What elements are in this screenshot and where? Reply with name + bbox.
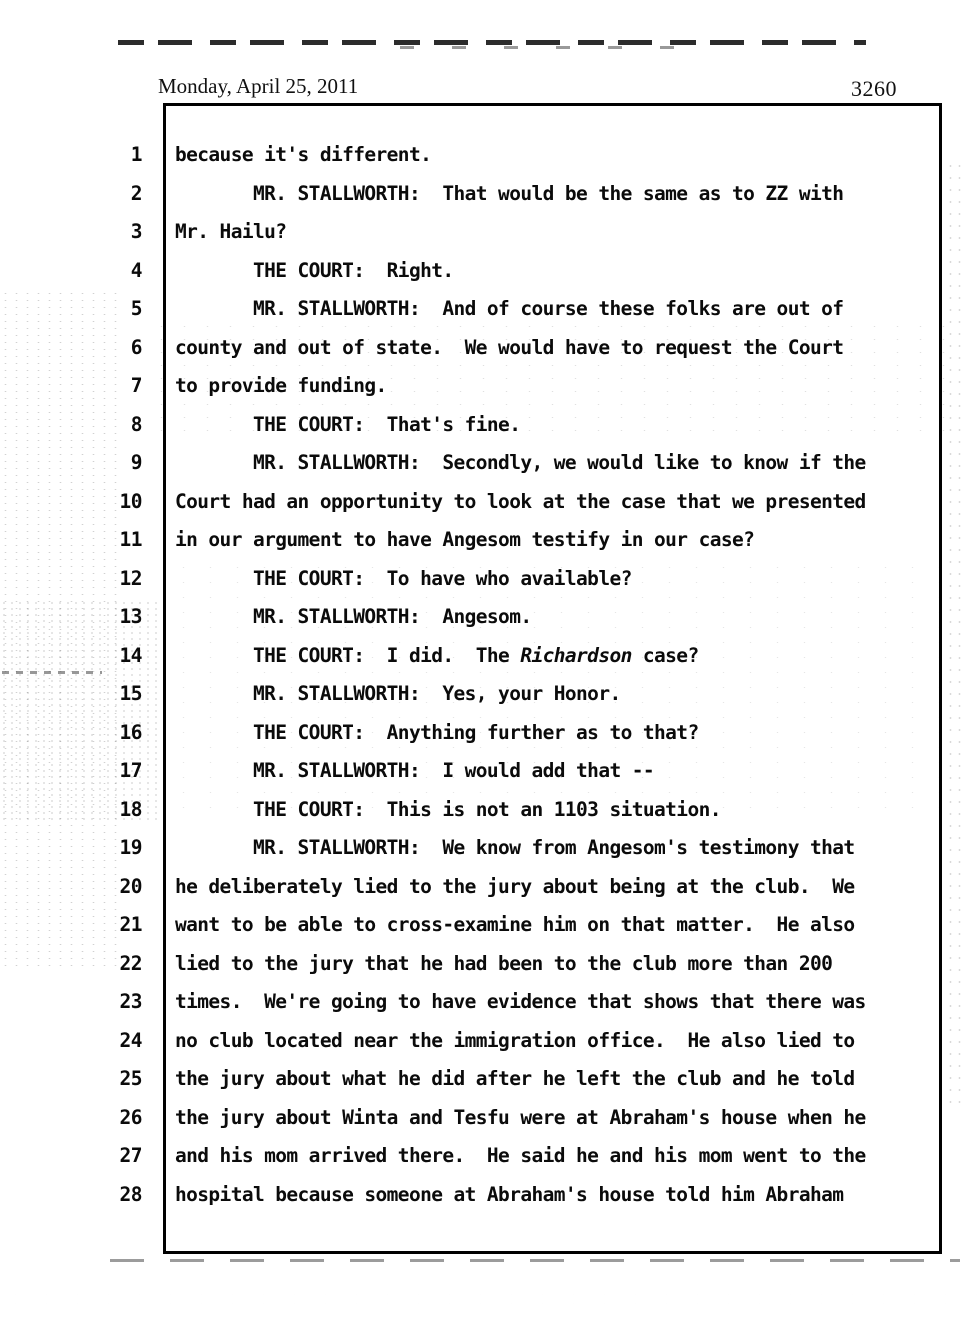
line-number: 25 [119,1067,142,1090]
transcript-line [0,290,980,329]
line-text: the jury about Winta and Tesfu were at Abraham's house when he [175,1105,866,1129]
line-text: want to be able to cross-examine him on that matter. He also [175,913,855,936]
line-text: MR. STALLWORTH: Secondly, we would like to know if the [175,451,866,474]
line-text: hospital because someone at Abraham's house told him Abraham [175,1182,844,1206]
transcript-line [0,329,980,368]
line-text: THE COURT: This is not an 1103 situation. [175,797,721,821]
transcript-line [0,598,980,637]
transcript-line [0,1022,980,1061]
scan-artifact-dashes [118,40,866,45]
scan-artifact-dashes [110,1259,960,1262]
line-text: THE COURT: Right. [175,258,454,282]
line-text: lied to the jury that he had been to the club more than 200 [175,951,833,975]
line-number: 26 [119,1105,142,1129]
line-number: 5 [130,297,142,320]
transcript-line [0,406,980,445]
line-number: 9 [130,451,142,474]
transcript-line [0,983,980,1022]
line-number: 6 [130,335,142,359]
line-number: 18 [119,797,142,821]
line-text: MR. STALLWORTH: Yes, your Honor. [175,682,621,705]
line-text: MR. STALLWORTH: And of course these folks are out of [175,297,844,320]
scan-artifact-dashes [400,46,700,49]
line-number: 13 [119,605,142,628]
line-text: MR. STALLWORTH: We know from Angesom's testimony that [175,836,855,859]
line-number: 24 [119,1028,142,1052]
transcript-line [0,945,980,984]
line-text: because it's different. [175,143,432,166]
line-text: in our argument to have Angesom testify in our case? [175,528,755,551]
line-number: 3 [130,220,142,243]
transcript-line [0,1060,980,1099]
line-number: 17 [119,759,142,782]
line-text: MR. STALLWORTH: That would be the same as to ZZ with [175,181,844,205]
transcript-line [0,175,980,214]
line-text: times. We're going to have evidence that shows that there was [175,990,866,1013]
transcript-line [0,1176,980,1215]
line-text: Court had an opportunity to look at the case that we presented [175,489,866,513]
transcript-line [0,1137,980,1176]
line-text: no club located near the immigration office. He also lied to [175,1028,855,1052]
line-number: 28 [119,1182,142,1206]
line-number: 19 [119,836,142,859]
transcript-line [0,752,980,791]
line-number: 8 [130,412,142,436]
transcript-line [0,868,980,907]
transcript-line [0,906,980,945]
line-number: 14 [119,643,142,667]
header-date: Monday, April 25, 2011 [158,74,359,98]
transcript-line [0,675,980,714]
transcript-line [0,483,980,522]
line-number: 22 [119,951,142,975]
line-number: 2 [130,181,142,205]
line-text: MR. STALLWORTH: Angesom. [175,605,532,628]
transcript-line [0,213,980,252]
line-text: and his mom arrived there. He said he and his mom went to the [175,1144,866,1167]
transcript-line [0,714,980,753]
transcript-lines [0,136,980,1214]
line-text: THE COURT: To have who available? [175,566,632,590]
transcript-line [0,560,980,599]
line-number: 1 [130,143,142,166]
transcript-line [0,367,980,406]
transcript-line [0,637,980,676]
transcript-line [0,252,980,291]
line-text: THE COURT: I did. The Richardson case? [175,643,699,667]
line-number: 16 [119,720,142,744]
line-number: 21 [119,913,142,936]
transcript-line [0,521,980,560]
line-number: 11 [119,528,142,551]
transcript-line [0,791,980,830]
line-text: Mr. Hailu? [175,220,287,243]
scan-noise [0,1290,980,1310]
line-text: to provide funding. [175,374,387,397]
line-number: 7 [130,374,142,397]
line-number: 15 [119,682,142,705]
transcript-line [0,444,980,483]
line-text: he deliberately lied to the jury about being at the club. We [175,874,855,898]
line-number: 27 [119,1144,142,1167]
line-text: the jury about what he did after he left the club and he told [175,1067,855,1090]
transcript-line [0,829,980,868]
line-text: THE COURT: Anything further as to that? [175,720,699,744]
line-number: 10 [119,489,142,513]
line-text: county and out of state. We would have to request the Court [175,335,844,359]
line-number: 4 [130,258,142,282]
line-number: 12 [119,566,142,590]
line-text: MR. STALLWORTH: I would add that -- [175,759,655,782]
line-number: 20 [119,874,142,898]
transcript-line [0,136,980,175]
line-text: THE COURT: That's fine. [175,412,521,436]
header-page-number: 3260 [851,76,897,101]
line-number: 23 [119,990,142,1013]
transcript-line [0,1099,980,1138]
